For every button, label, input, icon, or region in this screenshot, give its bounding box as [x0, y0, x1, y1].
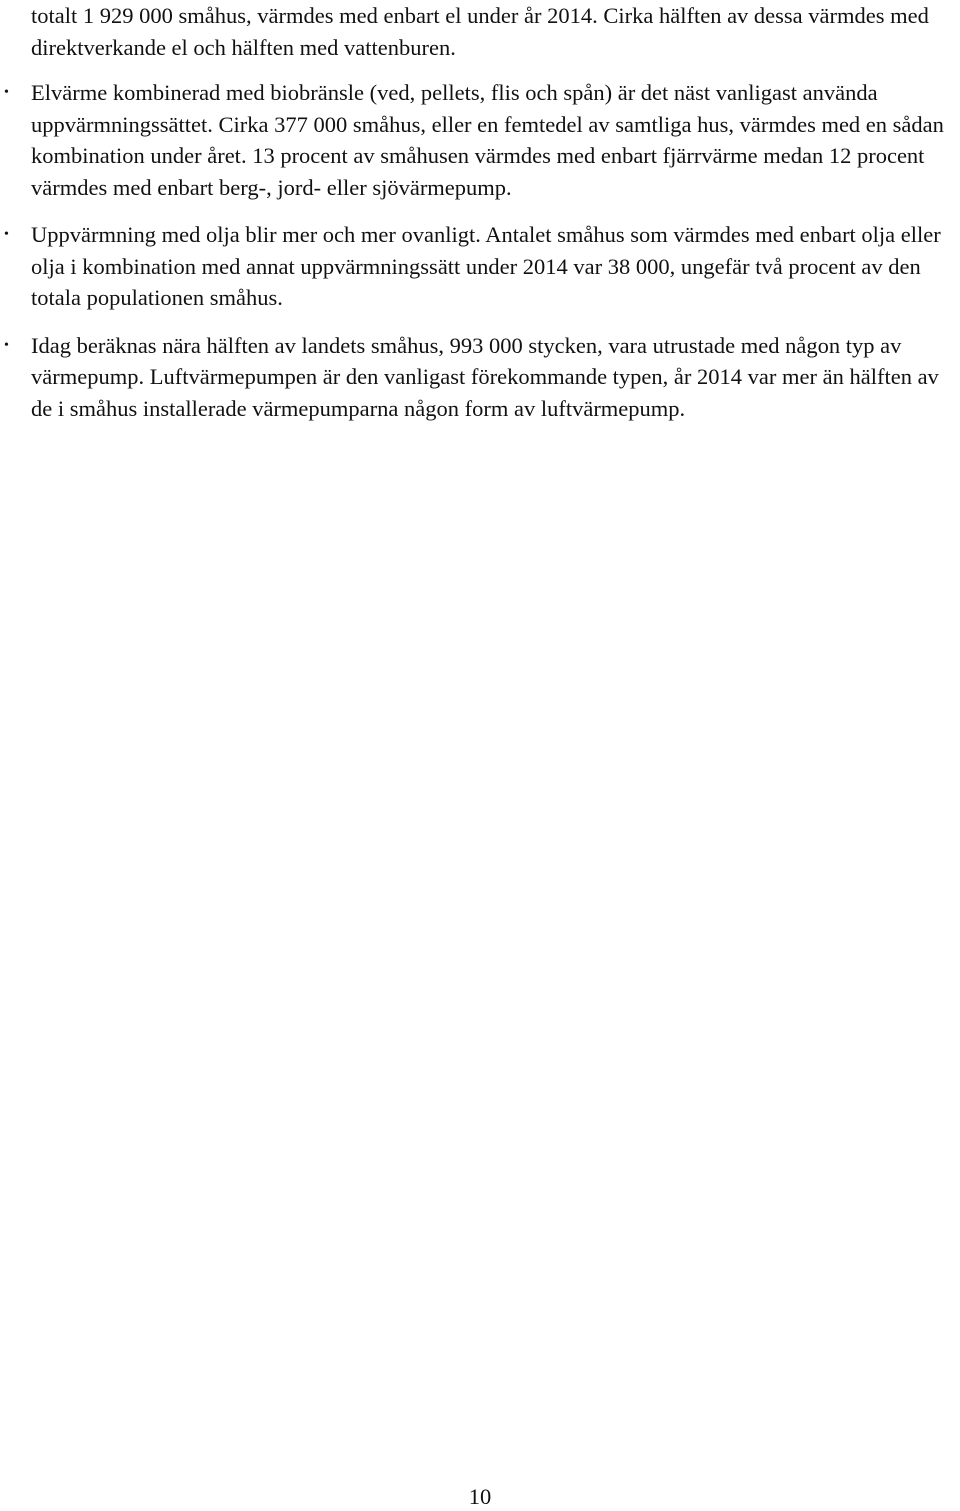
intro-paragraph: totalt 1 929 000 småhus, värmdes med enbart el under år 2014. Cirka hälften av dessa värmdes med direktverkande el och hälften med vattenburen. — [31, 3, 929, 60]
bullet-item-heat-pumps — [0, 330, 953, 425]
bullet-icon: • — [4, 85, 9, 100]
bullet-text: Idag beräknas nära hälften av landets småhus, 993 000 stycken, vara utrustade med någon typ av värmepump. Luftvärmepumpen är den vanligast förekommande typen, år 2014 var mer än hälften av de i småhus installerade värmepumparna någon form av luftvärmepump. — [31, 332, 939, 421]
bullet-text: Uppvärmning med olja blir mer och mer ovanligt. Antalet småhus som värmdes med enbart olja eller olja i kombination med annat uppvärmningssätt under 2014 var 38 000, ungefär två procent av den totala populationen småhus. — [31, 222, 941, 310]
bullet-list — [0, 77, 960, 440]
bullet-text: Elvärme kombinerad med biobränsle (ved, pellets, flis och spån) är det näst vanligast använda uppvärmningssättet. Cirka 377 000 småhus, eller en femtedel av samtliga hus, värmdes med en sådan kombination under året. 13 procent av småhusen värmdes med enbart fjärrvärme medan 12 procent värmdes med enbart berg-, jord- eller sjövärmepump. — [31, 80, 944, 200]
bullet-icon: • — [4, 227, 9, 242]
bullet-item-oil-heating — [0, 219, 953, 314]
page-number: 10 — [468, 1484, 492, 1509]
bullet-item-electric-biofuel — [0, 77, 953, 203]
bullet-icon: • — [4, 337, 9, 353]
